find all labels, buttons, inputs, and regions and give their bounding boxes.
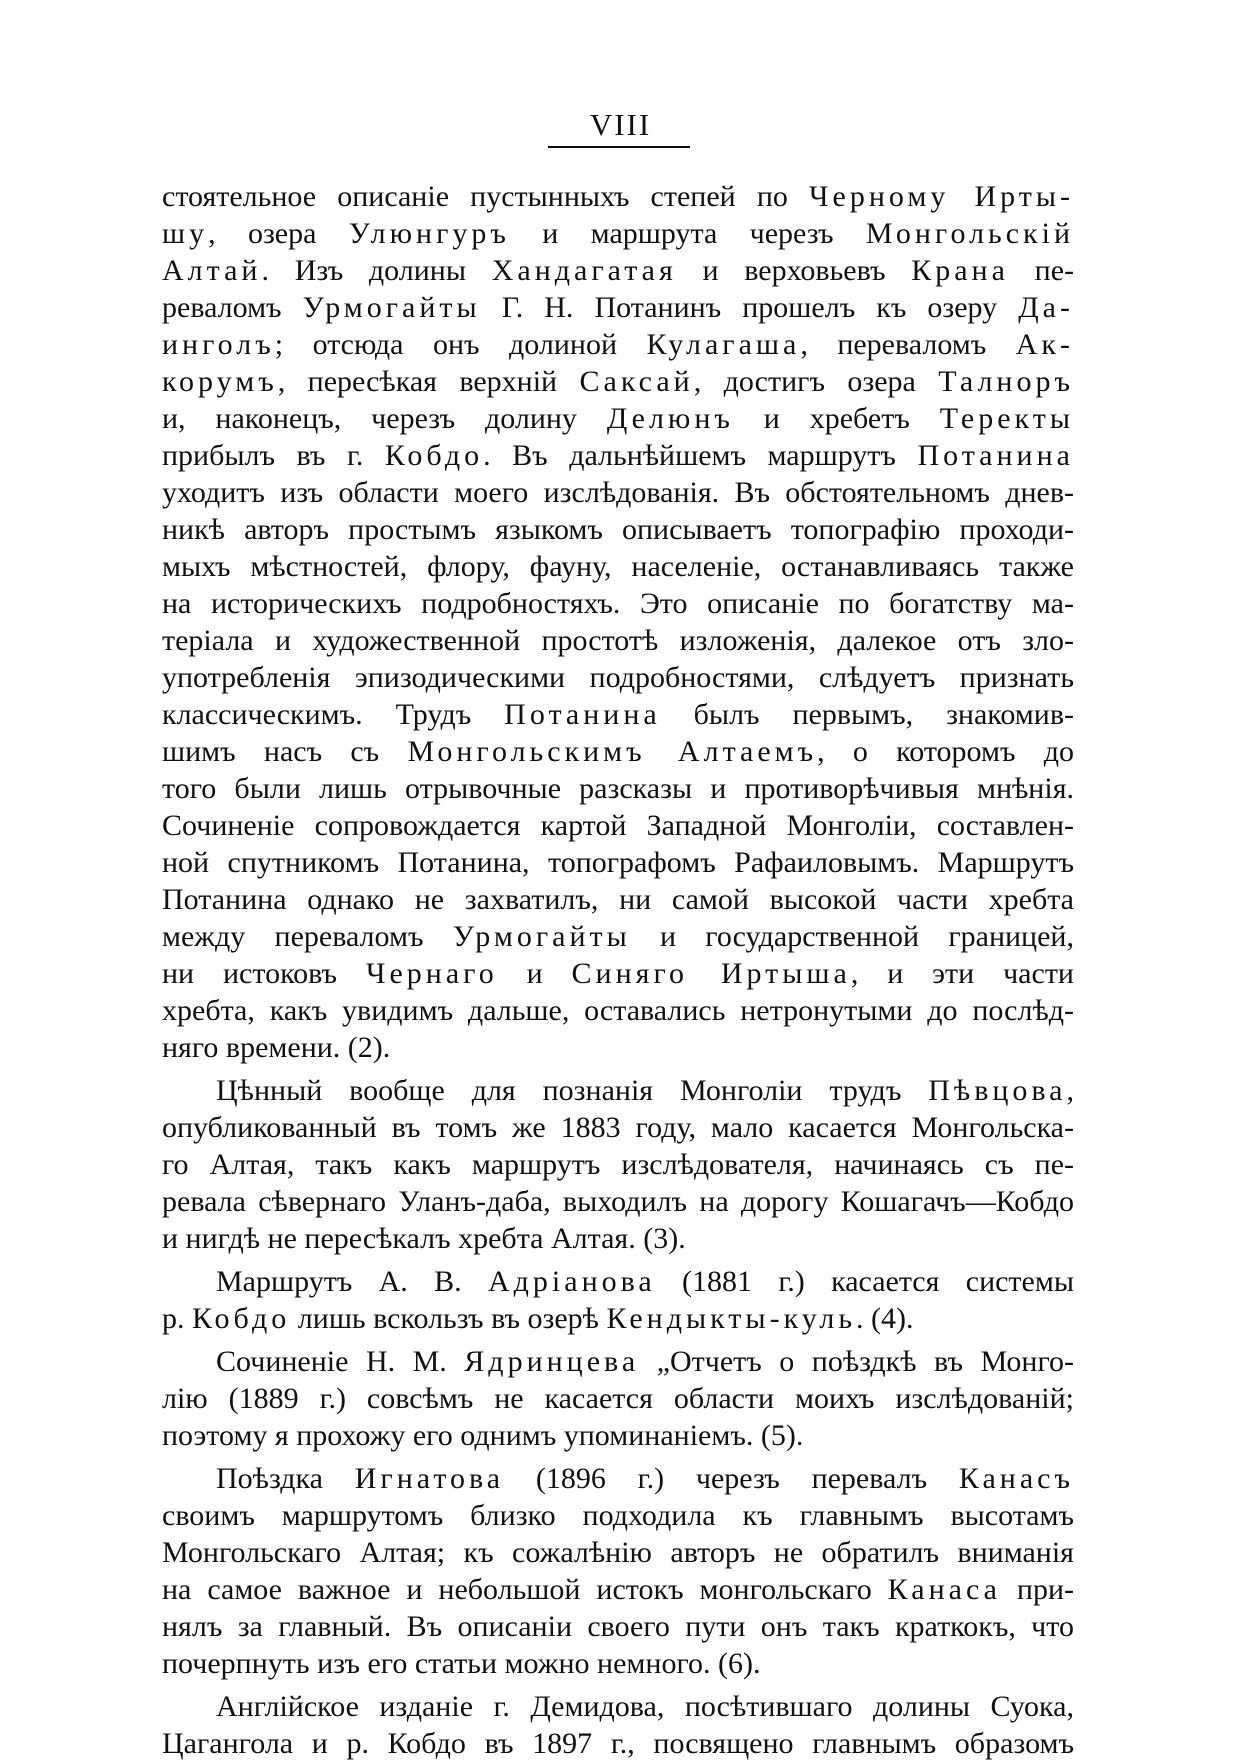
spaced-name: Теректы xyxy=(939,402,1074,435)
spaced-name: Урмогайты xyxy=(452,920,631,953)
spaced-name: Урмогайты xyxy=(302,291,481,324)
spaced-name: Адріанова xyxy=(487,1265,656,1298)
spaced-name: Потанина xyxy=(504,698,661,731)
text-line: поэтому я прохожу его однимъ упоминаніемъ. (5). xyxy=(162,1419,804,1452)
text-line: опубликованный въ томъ же 1883 году, мало касается Монгольска- xyxy=(162,1111,1074,1144)
text-line: на самое важное и небольшой истокъ монгольскаго Канаса при- xyxy=(162,1573,1074,1606)
text-line: стоятельное описаніе пустынныхъ степей по Черному Ирты- xyxy=(162,180,1074,213)
text-line: Монгольскаго Алтая; къ сожалѣнію авторъ не обратилъ вниманія xyxy=(162,1536,1074,1569)
text-line: го Алтая, такъ какъ маршрутъ изслѣдователя, начинаясь съ пе- xyxy=(162,1148,1074,1181)
text-line: реваломъ Урмогайты Г. Н. Потанинъ прошелъ къ озеру Да- xyxy=(162,291,1074,324)
spaced-name: Делюнъ xyxy=(606,402,734,435)
text-line: ни истоковъ Чернаго и Синяго Иртыша, и эти части xyxy=(162,957,1074,990)
spaced-name: Потанина xyxy=(917,439,1074,472)
spaced-name: Кендыкты-куль xyxy=(606,1302,857,1335)
text-line: инголъ; отсюда онъ долиной Кулагаша, переваломъ Ак- xyxy=(162,328,1074,361)
text-line: лію (1889 г.) совсѣмъ не касается области моихъ изслѣдованій; xyxy=(162,1382,1074,1415)
spaced-name: Пѣвцова xyxy=(928,1074,1067,1107)
text-line: уходитъ изъ области моего изслѣдованія. Въ обстоятельномъ днев- xyxy=(162,476,1074,509)
spaced-name: Саксай xyxy=(579,365,694,398)
spaced-name: Чернаго xyxy=(365,957,498,990)
header-rule xyxy=(548,146,690,148)
text-line: Потанина однако не захватилъ, ни самой высокой части хребта xyxy=(162,883,1074,916)
text-line: того были лишь отрывочные разсказы и противорѣчивыя мнѣнія. xyxy=(162,772,1074,805)
spaced-name: Улюнгуръ xyxy=(348,217,510,250)
spaced-name: Да- xyxy=(1018,291,1074,324)
spaced-name: Канаса xyxy=(887,1573,1001,1606)
text-line: мыхъ мѣстностей, флору, фауну, населеніе, останавливаясь также xyxy=(162,550,1074,583)
spaced-name: Монгольскій xyxy=(865,217,1074,250)
text-line: няго времени. (2). xyxy=(162,1031,391,1064)
spaced-name: Крана xyxy=(911,254,1009,287)
spaced-name: Канасъ xyxy=(958,1462,1075,1495)
text-line: Алтай. Изъ долины Хандагатая и верховьевъ Крана пе- xyxy=(162,254,1075,287)
text-line: Сочиненіе сопровождается картой Западной Монголіи, составлен- xyxy=(162,809,1074,842)
text-line: никѣ авторъ простымъ языкомъ описываетъ топографію проходи- xyxy=(162,513,1074,546)
spaced-name: Игнатова xyxy=(354,1462,505,1495)
spaced-name: Ядринцева xyxy=(464,1345,640,1378)
text-line: Поѣздка Игнатова (1896 г.) черезъ перевалъ Канасъ xyxy=(216,1462,1075,1495)
text-line: корумъ, пересѣкая верхній Саксай, достигъ озера Талноръ xyxy=(162,365,1074,398)
text-line: Сочиненіе Н. М. Ядринцева „Отчетъ о поѣздкѣ въ Монго- xyxy=(216,1345,1074,1378)
spaced-name: Хандагатая xyxy=(491,254,677,287)
text-line: Цѣнный вообще для познанія Монголіи трудъ Пѣвцова, xyxy=(216,1074,1074,1107)
spaced-name: Монгольскимъ Алтаемъ xyxy=(407,735,818,768)
spaced-name: Талноръ xyxy=(938,365,1074,398)
text-line: и нигдѣ не пересѣкалъ хребта Алтая. (3). xyxy=(162,1222,686,1255)
text-line: ревала сѣвернаго Уланъ-даба, выходилъ на дорогу Кошагачъ—Кобдо xyxy=(162,1185,1074,1218)
text-line: Англійское изданіе г. Демидова, посѣтившаго долины Суока, xyxy=(216,1690,1074,1723)
text-line: своимъ маршрутомъ близко подходила къ главнымъ высотамъ xyxy=(162,1499,1074,1532)
text-line: р. Кобдо лишь вскользъ въ озерѣ Кендыкты-куль. (4). xyxy=(162,1302,914,1335)
page-number: VIII xyxy=(589,107,652,142)
spaced-name: инголъ xyxy=(162,328,275,361)
spaced-name: корумъ xyxy=(162,365,278,398)
text-line: теріала и художественной простотѣ изложенія, далекое отъ зло- xyxy=(162,624,1074,657)
text-line: почерпнуть изъ его статьи можно немного. (6). xyxy=(162,1647,761,1680)
text-line: ной спутникомъ Потанина, топографомъ Рафаиловымъ. Маршрутъ xyxy=(162,846,1074,879)
text-line: шимъ насъ съ Монгольскимъ Алтаемъ, о которомъ до xyxy=(162,735,1074,768)
text-line: употребленія эпизодическими подробностями, слѣдуетъ признать xyxy=(162,661,1074,694)
spaced-name: Кобдо xyxy=(384,439,484,472)
text-line: классическимъ. Трудъ Потанина былъ первымъ, знакомив- xyxy=(162,698,1074,731)
spaced-name: Синяго Иртыша xyxy=(571,957,851,990)
spaced-name: Кулагаша xyxy=(646,328,801,361)
spaced-name: Черному Ирты- xyxy=(809,180,1074,213)
text-line: шу, озера Улюнгуръ и маршрута черезъ Монгольскій xyxy=(162,217,1074,250)
text-line: на историческихъ подробностяхъ. Это описаніе по богатству ма- xyxy=(162,587,1074,620)
body-text xyxy=(162,178,1074,1762)
text-line: нялъ за главный. Въ описаніи своего пути онъ такъ краткокъ, что xyxy=(162,1610,1074,1643)
spaced-name: Ак- xyxy=(1015,328,1074,361)
text-line: между переваломъ Урмогайты и государственной границей, xyxy=(162,920,1074,953)
text-line: Цагангола и р. Кобдо въ 1897 г., посвящено главнымъ образомъ xyxy=(162,1727,1074,1760)
spaced-name: шу xyxy=(162,217,209,250)
text-line: Маршрутъ А. В. Адріанова (1881 г.) касается системы xyxy=(216,1265,1074,1298)
spaced-name: Кобдо xyxy=(192,1302,291,1335)
text-line: и, наконецъ, черезъ долину Делюнъ и хребетъ Теректы xyxy=(162,402,1074,435)
text-line: прибылъ въ г. Кобдо. Въ дальнѣйшемъ маршрутъ Потанина xyxy=(162,439,1074,472)
text-line: хребта, какъ увидимъ дальше, оставались нетронутыми до послѣд- xyxy=(162,994,1074,1027)
spaced-name: Алтай xyxy=(162,254,262,287)
